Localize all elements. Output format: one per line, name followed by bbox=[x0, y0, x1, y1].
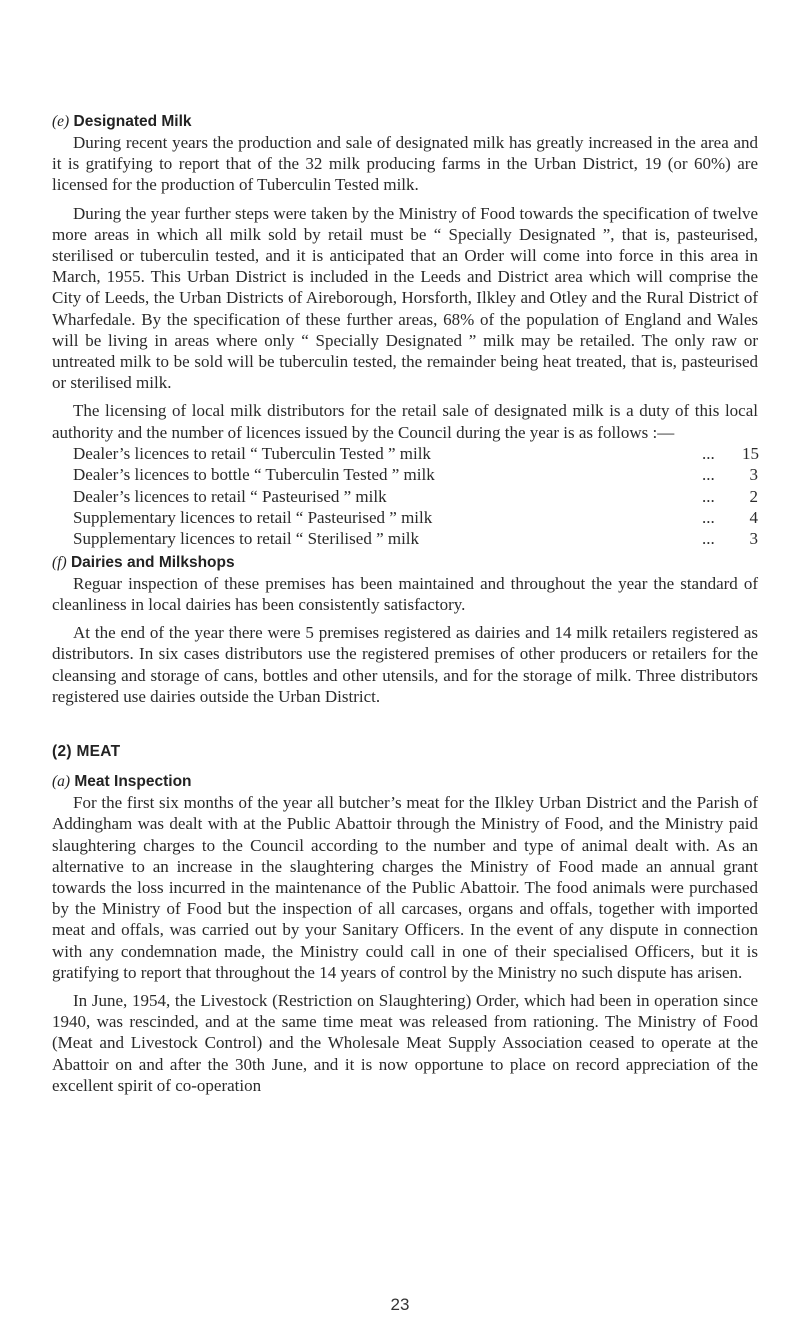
designated-milk-paragraph-3: The licensing of local milk distributors for the retail sale of designated milk is a duty of this local authority and the number of licences issued by the Council during the year is as follows :— bbox=[52, 401, 758, 442]
designated-milk-paragraph-1: During recent years the production and sale of designated milk has greatly increased in the area and it is gratifying to report that of the 32 milk producing farms in the Urban District, 19 (or 60%) are licensed for the production of Tuberculin Tested milk. bbox=[52, 133, 758, 195]
designated-milk-paragraph-2: During the year further steps were taken by the Ministry of Food towards the specification of twelve more areas in which all milk sold by retail must be “ Specially Designated ”, that is, pasteurised, sterilised or tuberculin tested, and it is anticipated that an Order will come into force in this area in March, 1955. This Urban District is included in the Leeds and District area which will comprise the City of Leeds, the Urban Districts of Aireborough, Horsforth, Ilkley and Otley and the Rural District of Wharfedale. By the specification of these further areas, 68% of the population of England and Wales will be living in areas where only “ Specially Designated ” milk may be retailed. The only raw or untreated milk to be sold will be tuberculin tested, the remainder being heat treated, that is, pasteurised or sterilised milk. bbox=[52, 203, 758, 393]
dairies-title: Dairies and Milkshops bbox=[70, 553, 235, 571]
licence-count: 2 bbox=[749, 486, 758, 506]
licence-row bbox=[52, 528, 758, 549]
licence-label: Supplementary licences to retail “ Sterilised ” milk bbox=[73, 529, 420, 549]
licence-count: 3 bbox=[749, 465, 758, 485]
licence-dots: ... bbox=[702, 508, 715, 528]
licence-row bbox=[52, 486, 758, 507]
licence-row bbox=[52, 443, 758, 464]
licence-count: 3 bbox=[749, 529, 758, 549]
licence-dots: ... bbox=[702, 529, 715, 549]
meat-paragraph-2: In June, 1954, the Livestock (Restriction on Slaughtering) Order, which had been in operation since 1940, was rescinded, and at the same time meat was released from rationing. The Ministry of Food (Meat and Livestock Control) and the Wholesale Meat Supply Association ceased to operate at the Abattoir on and after the 30th June, and it is now opportune to place on record appreciation of the excellent spirit of co-operation bbox=[52, 990, 758, 1095]
licence-label: Dealer’s licences to retail “ Pasteurised ” milk bbox=[73, 486, 387, 506]
dairies-paragraph-2: At the end of the year there were 5 premises registered as dairies and 14 milk retailers registered as distributors. In six cases distributors use the registered premises of other producers or retailers for the cleansing and storage of cans, bottles and other utensils, and for the storage of milk. Three distributors registered use dairies outside the Urban District. bbox=[52, 623, 758, 706]
dairies-heading bbox=[52, 553, 758, 573]
licence-dots: ... bbox=[702, 486, 715, 506]
dairies-paragraph-1: Reguar inspection of these premises has been maintained and throughout the year the standard of cleanliness in local dairies has been consistently satisfactory. bbox=[52, 573, 758, 615]
licence-dots: ... bbox=[702, 465, 715, 485]
document-page bbox=[52, 112, 758, 1096]
designated-milk-title: Designated Milk bbox=[73, 113, 192, 130]
designated-milk-letter: (e) bbox=[52, 113, 70, 130]
meat-inspection-letter: (a) bbox=[52, 773, 71, 791]
meat-section-heading: (2) MEAT bbox=[52, 743, 121, 761]
licence-label: Dealer’s licences to bottle “ Tuberculin Tested ” milk bbox=[73, 465, 435, 485]
licence-label: Dealer’s licences to retail “ Tuberculin Tested ” milk bbox=[73, 443, 431, 463]
meat-inspection-heading bbox=[52, 772, 758, 792]
page-number: 23 bbox=[390, 1295, 410, 1314]
meat-paragraph-1: For the first six months of the year all butcher’s meat for the Ilkley Urban District and the Parish of Addingham was dealt with at the Public Abattoir through the Ministry of Food, and the Ministry paid slaughtering charges to the Council according to the number and type of animal dealt with. As an alternative to an increase in the slaughtering charges the Ministry of Food made an annual grant towards the loss incurred in the maintenance of the Public Abattoir. The food animals were purchased by the Ministry of Food but the inspection of all carcases, organs and offals, together with imported meat and offals, was carried out by your Sanitary Officers. In the event of any dispute in connection with any condemnation made, the Ministry could call in one of their specialised Officers, but it is gratifying to report that throughout the 14 years of control by the Ministry no such dispute has arisen. bbox=[52, 793, 758, 982]
licence-list bbox=[52, 443, 758, 550]
designated-milk-heading bbox=[52, 112, 758, 132]
licence-label: Supplementary licences to retail “ Pasteurised ” milk bbox=[73, 508, 433, 528]
dairies-letter: (f) bbox=[52, 553, 67, 571]
licence-dots: ... bbox=[702, 443, 715, 463]
licence-row bbox=[52, 464, 758, 485]
licence-row bbox=[52, 507, 758, 528]
licence-count: 15 bbox=[742, 443, 759, 463]
licence-count: 4 bbox=[749, 508, 758, 528]
meat-inspection-title: Meat Inspection bbox=[74, 773, 192, 791]
